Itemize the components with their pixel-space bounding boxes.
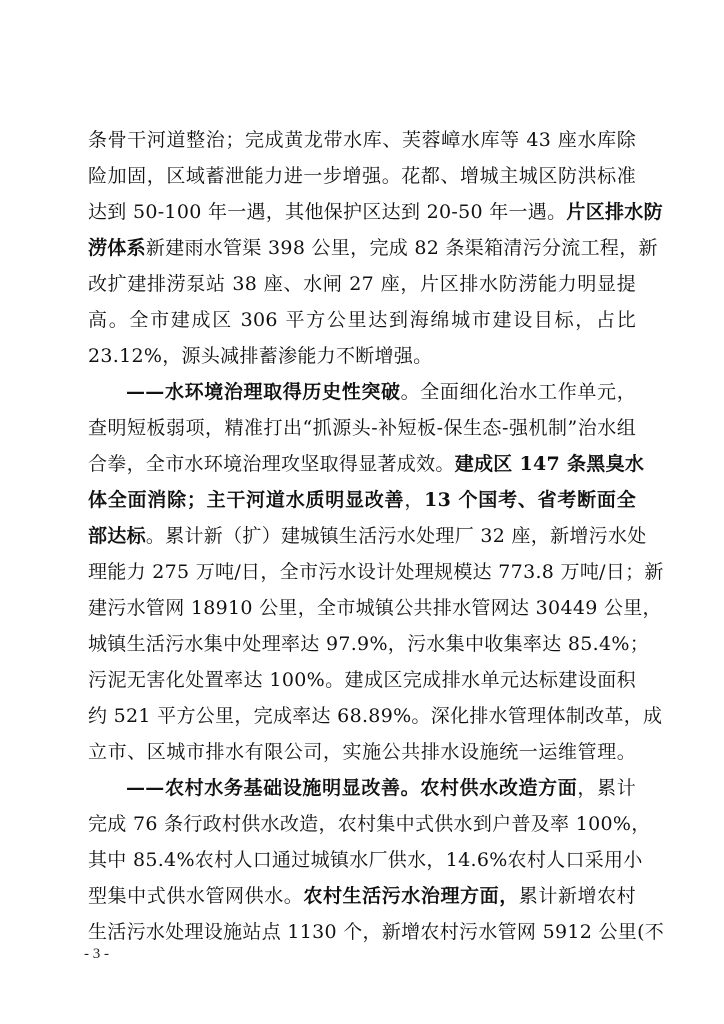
text-line xyxy=(88,884,636,908)
text-segment: 险加固，区域蓄泄能力进一步增强。花都、增城主城区防洪标准 xyxy=(88,165,636,187)
page-number: - 3 - xyxy=(84,946,109,962)
bold-text-segment: 13 个国考、省考断面全 xyxy=(424,489,636,511)
text-line xyxy=(88,452,645,476)
text-line xyxy=(88,236,658,260)
text-segment: 达到 50-100 年一遇，其他保护区达到 20-50 年一遇。 xyxy=(88,201,567,223)
text-line xyxy=(88,704,663,728)
text-segment: 立市、区城市排水有限公司，实施公共排水设施统一运维管理。 xyxy=(88,741,636,763)
text-line xyxy=(126,380,636,404)
text-line xyxy=(88,344,636,368)
text-line xyxy=(88,848,643,872)
bold-text-segment: ——农村水务基础设施明显改善。农村供水改造方面 xyxy=(126,777,578,799)
text-segment: 新建雨水管渠 398 公里，完成 82 条渠箱清污分流工程，新 xyxy=(145,237,658,259)
text-line xyxy=(126,776,636,800)
text-line xyxy=(88,272,636,296)
text-segment: 23.12%，源头减排蓄渗能力不断增强。 xyxy=(88,345,433,367)
bold-text-segment: 农村生活污水治理方面， xyxy=(303,885,519,907)
text-segment: 型集中式供水管网供水。 xyxy=(88,885,304,907)
text-segment: 生活污水处理设施站点 1130 个，新增农村污水管网 5912 公里(不 xyxy=(88,921,665,943)
text-segment: 累计新增农村 xyxy=(518,885,636,907)
bold-text-segment: 片区排水防 xyxy=(566,201,663,223)
text-segment: 高。全市建成区 306 平方公里达到海绵城市建设目标，占比 xyxy=(88,309,636,331)
text-segment: 污泥无害化处置率达 100%。建成区完成排水单元达标建设面积 xyxy=(88,669,636,691)
text-segment: ， xyxy=(404,489,425,511)
text-segment: 。累计新（扩）建城镇生活污水处理厂 32 座，新增污水处 xyxy=(145,525,647,547)
text-line xyxy=(88,200,663,224)
bold-text-segment: 涝体系 xyxy=(88,237,146,259)
text-line xyxy=(88,416,636,440)
bold-text-segment: ——水环境治理取得历史性突破 xyxy=(126,381,401,403)
bold-text-segment: 体全面消除；主干河道水质明显改善 xyxy=(88,489,405,511)
text-line xyxy=(88,488,636,512)
text-segment: 约 521 平方公里，完成率达 68.89%。深化排水管理体制改革，成 xyxy=(88,705,663,727)
bold-text-segment: 部达标 xyxy=(88,525,146,547)
text-segment: 理能力 275 万吨/日，全市污水设计处理规模达 773.8 万吨/日；新 xyxy=(88,561,664,583)
text-line xyxy=(88,308,636,332)
text-line xyxy=(88,128,636,152)
text-line xyxy=(88,632,649,656)
text-line xyxy=(88,740,636,764)
text-segment: 城镇生活污水集中处理率达 97.9%，污水集中收集率达 85.4%； xyxy=(88,633,649,655)
text-segment: 条骨干河道整治；完成黄龙带水库、芙蓉嶂水库等 43 座水库除 xyxy=(88,129,636,151)
text-segment: 合拳，全市水环境治理攻坚取得显著成效。 xyxy=(88,453,455,475)
text-segment: 建污水管网 18910 公里，全市城镇公共排水管网达 30449 公里， xyxy=(88,597,662,619)
bold-text-segment: 建成区 147 条黑臭水 xyxy=(454,453,645,475)
text-line xyxy=(88,560,664,584)
text-segment: 查明短板弱项，精准打出“抓源头-补短板-保生态-强机制”治水组 xyxy=(88,417,636,439)
text-segment: 其中 85.4%农村人口通过城镇水厂供水，14.6%农村人口采用小 xyxy=(88,849,643,871)
text-line xyxy=(88,812,651,836)
text-line xyxy=(88,524,647,548)
text-segment: 完成 76 条行政村供水改造，农村集中式供水到户普及率 100%， xyxy=(88,813,651,835)
text-line xyxy=(88,596,662,620)
text-line xyxy=(88,668,636,692)
text-line xyxy=(88,920,665,944)
text-line xyxy=(88,164,636,188)
text-segment: 改扩建排涝泵站 38 座、水闸 27 座，片区排水防涝能力明显提 xyxy=(88,273,636,295)
text-segment: ，累计 xyxy=(577,777,636,799)
text-segment: 。全面细化治水工作单元， xyxy=(400,381,636,403)
